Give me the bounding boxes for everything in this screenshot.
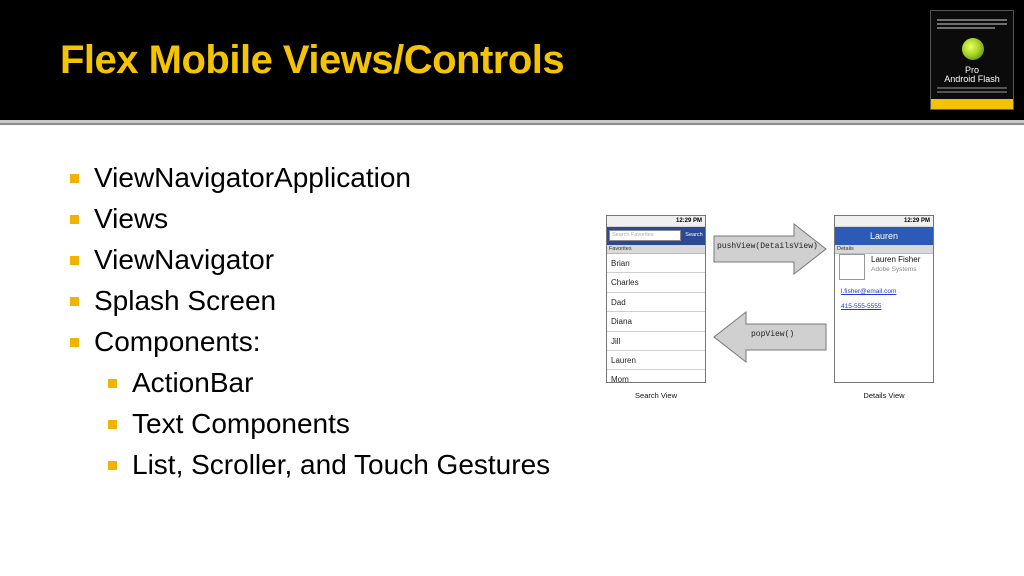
cover-text-line	[937, 27, 995, 29]
contact-company: Adobe Systems	[871, 266, 917, 273]
book-name-line2: Android Flash	[944, 74, 1000, 84]
bullet-square-icon	[108, 461, 117, 470]
search-view-phone	[606, 215, 706, 383]
bullet-text: ViewNavigator	[94, 244, 275, 275]
search-button: Search	[685, 232, 703, 238]
sub-bullet-item	[70, 362, 550, 403]
bullet-square-icon	[108, 379, 117, 388]
details-view-phone	[834, 215, 934, 383]
bullet-item	[70, 239, 550, 280]
list-item: Lauren	[607, 351, 705, 370]
sub-bullet-item	[70, 444, 550, 485]
list-item: Jill	[607, 332, 705, 351]
bullet-item	[70, 198, 550, 239]
status-bar: 12:29 PM	[607, 216, 705, 227]
list-item: Mom	[607, 370, 705, 383]
pop-view-label: popView()	[751, 330, 795, 339]
push-view-label: pushView(DetailsView)	[717, 242, 818, 251]
list-item: Brian	[607, 254, 705, 273]
book-name-line1: Pro	[964, 65, 979, 75]
bullet-item	[70, 321, 550, 362]
bullet-text: Components:	[94, 326, 261, 357]
contact-email-link: l.fisher@email.com	[841, 288, 897, 295]
sub-bullet-item	[70, 403, 550, 444]
bullet-text: ActionBar	[132, 367, 254, 398]
status-bar: 12:29 PM	[835, 216, 933, 227]
cover-text-line	[937, 23, 1007, 25]
favorites-header: Favorites	[607, 245, 705, 254]
slide-title: Flex Mobile Views/Controls	[60, 38, 565, 82]
list-item: Dad	[607, 293, 705, 312]
bullet-text: List, Scroller, and Touch Gestures	[132, 449, 551, 480]
bullet-item	[70, 280, 550, 321]
search-input: Search Favorites	[609, 230, 681, 241]
cover-yellow-bar	[931, 99, 1013, 109]
bullet-text: Views	[94, 203, 169, 234]
details-action-bar: Lauren	[835, 227, 933, 245]
bullet-square-icon	[70, 297, 79, 306]
bullet-text: Text Components	[132, 408, 350, 439]
bullet-square-icon	[70, 338, 79, 347]
bullet-list	[70, 157, 550, 485]
search-view-caption: Search View	[635, 391, 677, 400]
cover-text-line	[937, 19, 1007, 21]
bullet-item	[70, 157, 550, 198]
bullet-text: Splash Screen	[94, 285, 277, 316]
book-cover-image	[930, 10, 1014, 110]
title-bar	[0, 0, 1024, 120]
bullet-square-icon	[70, 215, 79, 224]
details-header: Details	[835, 245, 933, 254]
bullet-square-icon	[70, 256, 79, 265]
view-navigation-diagram	[600, 210, 945, 410]
bullet-text: ViewNavigatorApplication	[94, 162, 411, 193]
cover-text-line	[937, 91, 1007, 93]
search-action-bar	[607, 227, 705, 245]
list-item: Charles	[607, 273, 705, 292]
contact-photo-placeholder	[839, 254, 865, 280]
list-item: Diana	[607, 312, 705, 331]
details-view-caption: Details View	[863, 391, 905, 400]
bullet-square-icon	[108, 420, 117, 429]
contact-phone-link: 415-555-5555	[841, 303, 882, 310]
contact-name: Lauren Fisher	[871, 255, 921, 264]
bullet-square-icon	[70, 174, 79, 183]
android-logo-icon	[962, 38, 984, 60]
header-divider-shadow	[0, 123, 1024, 125]
cover-text-line	[937, 87, 1007, 89]
